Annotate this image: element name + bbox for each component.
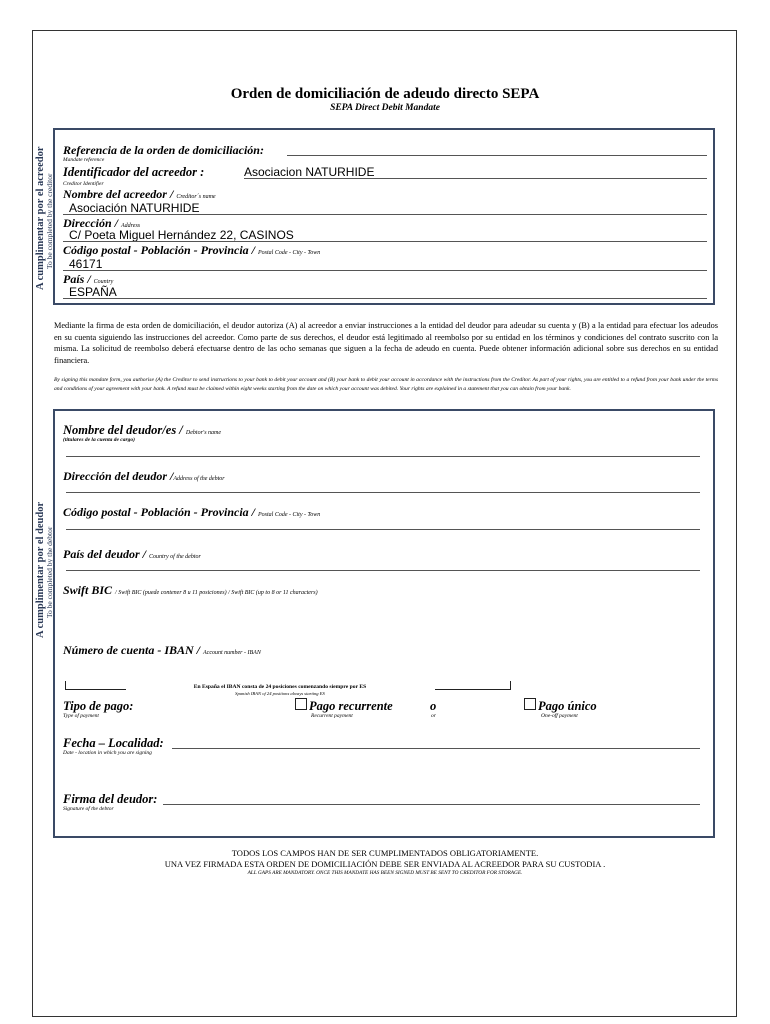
debtor-side-label: A cumplimentar por el deudor	[35, 501, 46, 638]
creditor-identifier-line	[244, 178, 707, 179]
iban-label: Número de cuenta - IBAN / Account number - IBAN	[63, 643, 261, 657]
creditor-side-sublabel: To be completed by the creditor	[45, 173, 54, 269]
swift-label: Swift BIC / Swift BIC (puede contener 8 u 11 posiciones) / Swift BIC (up to 8 or 11 characters)	[63, 583, 318, 597]
recurrent-payment-sub: Recurrent payment	[311, 713, 353, 719]
date-location-label: Fecha – Localidad:	[63, 736, 164, 750]
payment-type-sub: Type of payment	[63, 713, 99, 719]
legal-text-es: Mediante la firma de esta orden de domiciliación, el deudor autoriza (A) al acreedor a enviar instrucciones a la entidad del deudor para adeudar su cuenta y (B) a la entidad para efectuar los adeudos en su cuenta siguiendo las instrucciones del acreedor. Como parte de sus derechos, el deudor está legitimado al reembolso por su entidad en los términos y condiciones del contrato suscrito con la misma. La solicitud de reembolso deberá efectuarse dentro de las ocho semanas que siguen a la fecha de adeudo en cuenta. Puede obtener información adicional sobre sus derechos en su entidad financiera.	[54, 321, 718, 365]
recurrent-payment-checkbox[interactable]	[295, 698, 307, 710]
debtor-name-label: Nombre del deudor/es / Debtor's name	[63, 423, 222, 437]
swift-field[interactable]	[66, 612, 700, 613]
page-title: Orden de domiciliación de adeudo directo SEPA	[230, 86, 540, 102]
creditor-postal-label: Código postal - Población - Provincia / Postal Code - City - Town	[63, 243, 321, 257]
creditor-country-line	[63, 298, 707, 299]
creditor-address-line	[63, 241, 707, 242]
or-label: o	[430, 699, 437, 713]
footer-line-2: UNA VEZ FIRMADA ESTA ORDEN DE DOMICILIACIÓN DEBE SER ENVIADA AL ACREEDOR PARA SU CUSTODIA .	[164, 859, 606, 869]
debtor-postal-label: Código postal - Población - Provincia / Postal Code - City - Town	[63, 505, 321, 519]
debtor-address-label: Dirección del deudor /Address of the debtor	[63, 469, 225, 483]
iban-note: En España el IBAN consta de 24 posiciones comenzando siempre por ES	[193, 684, 367, 690]
oneoff-payment-sub: One-off payment	[541, 713, 578, 719]
debtor-country-label: País del deudor / Country of the debtor	[63, 547, 201, 561]
iban-field-end[interactable]	[435, 681, 511, 690]
footer-line-1: TODOS LOS CAMPOS HAN DE SER CUMPLIMENTADOS OBLIGATORIAMENTE.	[231, 848, 539, 858]
debtor-postal-field[interactable]	[66, 529, 700, 530]
creditor-identifier-value[interactable]: Asociacion NATURHIDE	[244, 165, 375, 179]
mandate-reference-field[interactable]	[287, 155, 707, 156]
debtor-address-field[interactable]	[66, 492, 700, 493]
creditor-postal-line	[63, 270, 707, 271]
mandate-reference-label: Referencia de la orden de domiciliación:	[63, 143, 264, 157]
debtor-name-sub: (titulares de la cuenta de cargo)	[63, 437, 135, 443]
iban-note-en: Spanish IBAN of 24 positions always starting ES	[235, 691, 325, 696]
date-location-field[interactable]	[172, 748, 700, 749]
page-subtitle: SEPA Direct Debit Mandate	[330, 103, 440, 113]
signature-sub: Signature of the debtor	[63, 806, 114, 812]
debtor-country-field[interactable]	[66, 570, 700, 571]
or-sub: or	[431, 713, 436, 719]
creditor-side-label: A cumplimentar por el acreedor	[35, 146, 46, 290]
signature-field[interactable]	[163, 804, 700, 805]
creditor-country-label: País / Country	[63, 272, 114, 286]
signature-label: Firma del deudor:	[63, 792, 158, 806]
mandate-reference-sub: Mandate reference	[63, 157, 105, 163]
creditor-identifier-label: Identificador del acreedor :	[63, 165, 205, 179]
creditor-postal-value[interactable]: 46171	[69, 257, 103, 271]
debtor-side-sublabel: To be completed by the debtor	[45, 526, 54, 618]
payment-type-label: Tipo de pago:	[63, 699, 134, 713]
creditor-address-value[interactable]: C/ Poeta Miguel Hernández 22, CASINOS	[69, 228, 294, 242]
creditor-address-label: Dirección / Address	[63, 216, 141, 230]
debtor-name-field[interactable]	[66, 456, 700, 457]
footer-line-3: ALL GAPS ARE MANDATORY. ONCE THIS MANDATE HAS BEEN SIGNED MUST BE SENT TO CREDITOR FOR STORAGE.	[247, 870, 523, 876]
date-location-sub: Date - location in which you are signing	[63, 750, 152, 756]
creditor-country-value[interactable]: ESPAÑA	[69, 285, 117, 299]
creditor-identifier-sub: Creditor Identifier	[63, 181, 104, 187]
recurrent-payment-label: Pago recurrente	[309, 699, 393, 713]
creditor-name-label: Nombre del acreedor / Creditor´s name	[63, 187, 216, 201]
creditor-name-line	[63, 214, 707, 215]
oneoff-payment-label: Pago único	[538, 699, 597, 713]
legal-text-en: By signing this mandate form, you authorise (A) the Creditor to send instructions to your bank to debit your account and (B) your bank to debit your account in accordance with the instructions from the Creditor. As part of your rights, you are entitled to a refund from your bank under the terms and conditions of your agreement with your bank. A refund must be claimed within eight weeks starting from the date on which your account was debited. Your rights are explained in a statement that you can obtain from your bank.	[54, 377, 718, 392]
creditor-name-value[interactable]: Asociación NATURHIDE	[69, 201, 200, 215]
iban-field-start[interactable]	[65, 681, 126, 690]
oneoff-payment-checkbox[interactable]	[524, 698, 536, 710]
